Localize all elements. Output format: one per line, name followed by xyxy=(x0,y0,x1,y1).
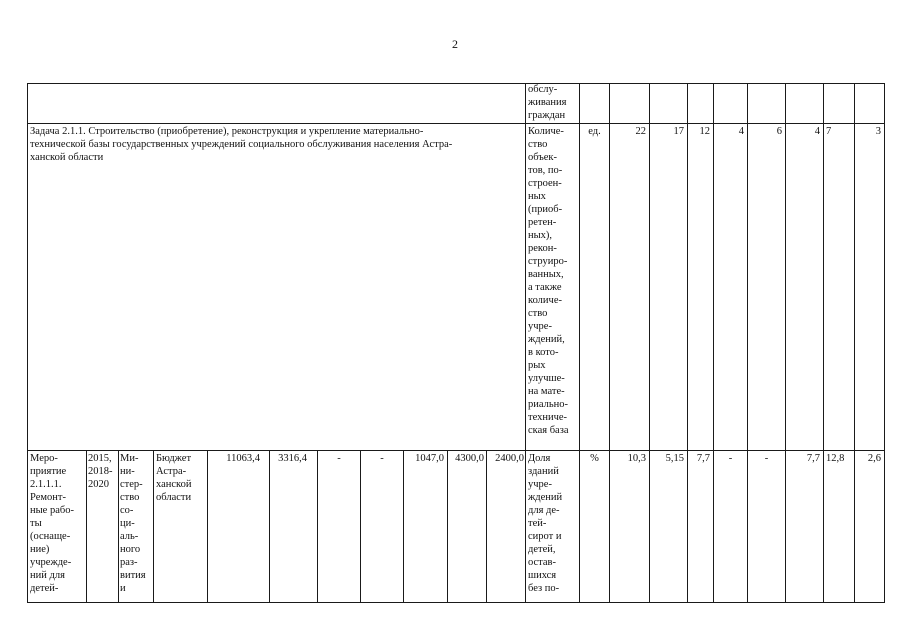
measure-value-4: - xyxy=(728,453,733,464)
col-rule-measure xyxy=(153,450,154,603)
text-line: без по- xyxy=(528,583,560,594)
measure-executor xyxy=(120,452,146,595)
table-top-border xyxy=(27,83,885,84)
col-rule-measure xyxy=(317,450,318,603)
text-line: аль- xyxy=(120,531,139,542)
col-rule xyxy=(649,83,650,603)
text-line: учрежде- xyxy=(30,557,72,568)
col-rule-measure xyxy=(403,450,404,603)
measure-value-7: 12,8 xyxy=(826,453,845,464)
text-line: детей- xyxy=(30,583,59,594)
col-rule-measure xyxy=(360,450,361,603)
measure-amount-2019: 4300,0 xyxy=(455,453,484,464)
text-line: раз- xyxy=(120,557,138,568)
measure-amount-2020: 2400,0 xyxy=(495,453,524,464)
measure-value-8: 2,6 xyxy=(867,453,881,464)
measure-amount-total: 11063,4 xyxy=(226,453,260,464)
measure-funding-source xyxy=(156,452,192,504)
text-line: ные рабо- xyxy=(30,505,74,516)
text-line: рекон- xyxy=(528,243,557,254)
text-line: (оснаще- xyxy=(30,531,71,542)
text-line: Меро- xyxy=(30,453,58,464)
text-line: Доля xyxy=(528,453,551,464)
text-line: ний для xyxy=(30,570,65,581)
col-rule-measure xyxy=(447,450,448,603)
col-rule-measure xyxy=(486,450,487,603)
table-bottom-border xyxy=(27,602,885,603)
measure-amount-2015: 3316,4 xyxy=(278,453,307,464)
text-line: 2018- xyxy=(88,466,113,477)
text-line: детей, xyxy=(528,544,556,555)
text-line: ство xyxy=(528,308,548,319)
task-value-3: 12 xyxy=(699,126,710,137)
text-line: улучше- xyxy=(528,373,565,384)
text-line: ская база xyxy=(528,425,569,436)
text-line: учре- xyxy=(528,321,552,332)
text-line: сирот и xyxy=(528,531,562,542)
col-rule-measure xyxy=(269,450,270,603)
text-line: ци- xyxy=(120,518,135,529)
task-unit: ед. xyxy=(588,126,601,137)
text-line: Бюджет xyxy=(156,453,192,464)
text-line: Астра- xyxy=(156,466,187,477)
col-rule xyxy=(579,83,580,603)
col-rule xyxy=(854,83,855,603)
text-line: для де- xyxy=(528,505,560,516)
col-rule xyxy=(525,83,526,603)
table-right-border xyxy=(884,83,885,603)
col-rule xyxy=(823,83,824,603)
col-rule-measure xyxy=(207,450,208,603)
text-line: граждан xyxy=(528,110,566,121)
text-line: ванных, xyxy=(528,269,564,280)
text-line: ных xyxy=(528,191,546,202)
task-value-4: 4 xyxy=(738,126,744,137)
text-line: ство xyxy=(120,492,140,503)
text-line: ство xyxy=(528,139,548,150)
measure-value-5: - xyxy=(764,453,769,464)
col-rule xyxy=(713,83,714,603)
col-rule xyxy=(609,83,610,603)
text-line: технической базы государственных учреждений социального обслуживания населения Астра- xyxy=(30,139,453,150)
text-line: тей- xyxy=(528,518,547,529)
measure-amount-2018: 1047,0 xyxy=(415,453,444,464)
text-line: риально- xyxy=(528,399,569,410)
col-rule-measure xyxy=(86,450,87,603)
text-line: ние) xyxy=(30,544,50,555)
measure-name xyxy=(30,452,74,595)
text-line: зданий xyxy=(528,466,559,477)
measure-amount-2016: - xyxy=(337,453,341,464)
text-line: Ремонт- xyxy=(30,492,66,503)
text-line: Ми- xyxy=(120,453,139,464)
measure-value-3: 7,7 xyxy=(696,453,710,464)
text-line: вития xyxy=(120,570,146,581)
text-line: Задача 2.1.1. Строительство (приобретение), реконструкция и укрепление материально- xyxy=(30,126,424,137)
top-indicator-text xyxy=(528,83,566,122)
measure-value-6: 7,7 xyxy=(806,453,820,464)
text-line: учре- xyxy=(528,479,552,490)
measure-unit: % xyxy=(590,453,599,464)
text-line: ты xyxy=(30,518,42,529)
text-line: ного xyxy=(120,544,141,555)
text-line: на мате- xyxy=(528,386,565,397)
col-rule xyxy=(785,83,786,603)
measure-years xyxy=(88,452,113,491)
task-value-8: 3 xyxy=(875,126,881,137)
text-line: области xyxy=(156,492,192,503)
text-line: строен- xyxy=(528,178,562,189)
text-line: ных), xyxy=(528,230,553,241)
text-line: ждений, xyxy=(528,334,565,345)
text-line: стер- xyxy=(120,479,143,490)
text-line: шихся xyxy=(528,570,557,581)
text-line: количе- xyxy=(528,295,562,306)
text-line: живания xyxy=(528,97,567,108)
text-line: 2.1.1.1. xyxy=(30,479,62,490)
text-line: и xyxy=(120,583,126,594)
text-line: (приоб- xyxy=(528,204,563,215)
text-line: обслу- xyxy=(528,84,558,95)
col-rule-measure xyxy=(118,450,119,603)
task-indicator-text xyxy=(528,125,569,437)
text-line: а также xyxy=(528,282,562,293)
task-value-2: 17 xyxy=(673,126,684,137)
measure-amount-2017: - xyxy=(380,453,384,464)
text-line: ждений xyxy=(528,492,563,503)
text-line: объек- xyxy=(528,152,558,163)
task-value-7: 7 xyxy=(826,126,832,137)
text-line: приятие xyxy=(30,466,67,477)
task-value-5: 6 xyxy=(776,126,782,137)
text-line: ханской области xyxy=(30,152,104,163)
row-divider-2 xyxy=(27,450,885,451)
text-line: ни- xyxy=(120,466,135,477)
measure-value-1: 10,3 xyxy=(627,453,646,464)
text-line: 2020 xyxy=(88,479,109,490)
measure-value-2: 5,15 xyxy=(665,453,684,464)
text-line: Количе- xyxy=(528,126,564,137)
text-line: техниче- xyxy=(528,412,568,423)
task-value-1: 22 xyxy=(635,126,646,137)
text-line: тов, по- xyxy=(528,165,563,176)
task-value-6: 4 xyxy=(814,126,820,137)
text-line: ханской xyxy=(156,479,192,490)
text-line: струиро- xyxy=(528,256,568,267)
col-rule xyxy=(747,83,748,603)
text-line: ретен- xyxy=(528,217,557,228)
text-line: в кото- xyxy=(528,347,559,358)
data-table xyxy=(27,83,885,603)
text-line: со- xyxy=(120,505,134,516)
col-rule xyxy=(687,83,688,603)
table-left-border xyxy=(27,83,28,603)
page-number: 2 xyxy=(452,37,458,51)
text-line: рых xyxy=(528,360,546,371)
text-line: остав- xyxy=(528,557,557,568)
row-divider-1 xyxy=(27,123,885,124)
text-line: 2015, xyxy=(88,453,112,464)
measure-indicator-text xyxy=(528,452,562,595)
task-title xyxy=(30,125,452,164)
